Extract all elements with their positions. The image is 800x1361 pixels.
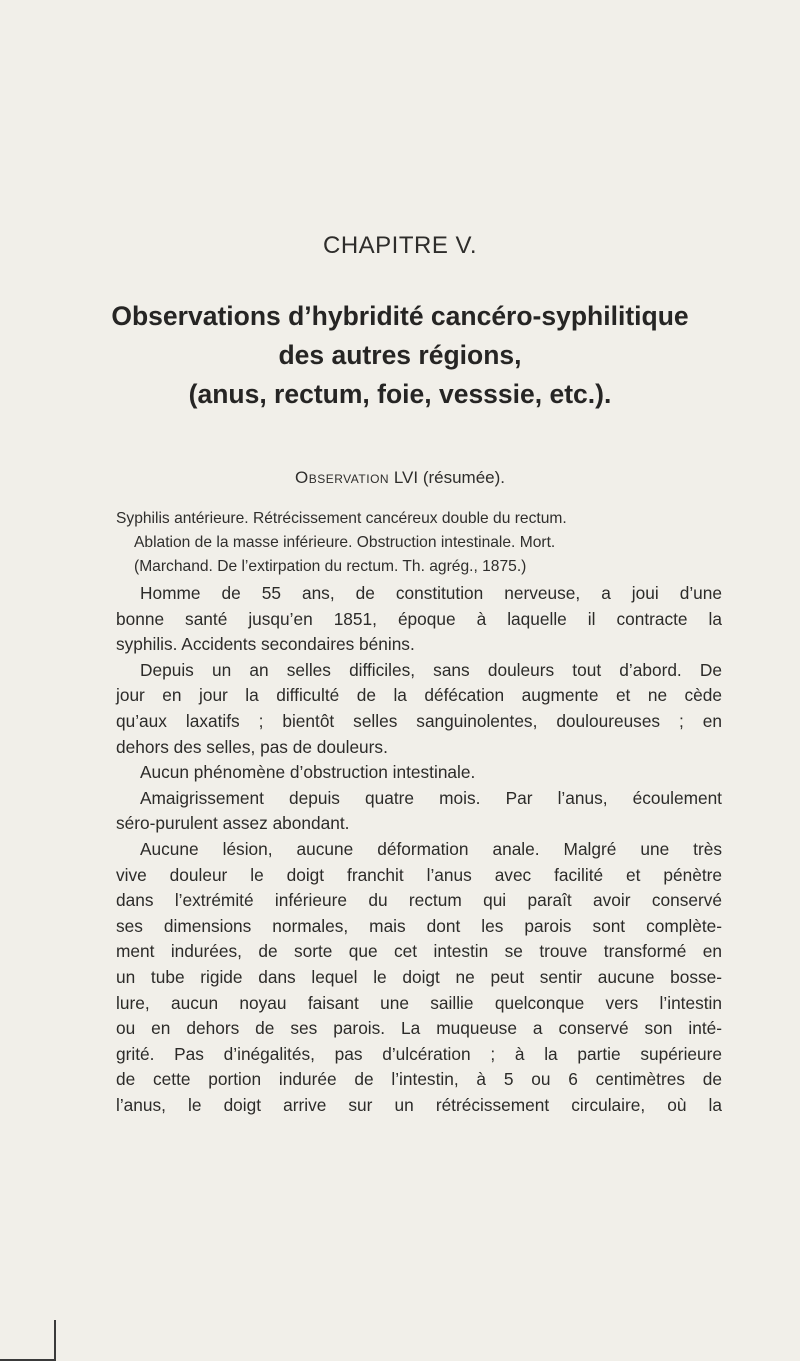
body-line: Amaigrissement depuis quatre mois. Par l’anus, écoulement — [140, 787, 722, 808]
body-line: syphilis. Accidents secondaires bénins. — [116, 634, 415, 655]
summary-line: Syphilis antérieure. Rétrécissement cancéreux double du rectum. — [116, 510, 567, 527]
body-line: ses dimensions normales, mais dont les parois sont complète- — [116, 915, 722, 936]
chapter-heading: CHAPITRE V. — [323, 232, 477, 259]
body-line: dehors des selles, pas de douleurs. — [116, 736, 388, 757]
title-line: (anus, rectum, foie, vesssie, etc.). — [188, 379, 612, 409]
body-line: de cette portion indurée de l’intestin, à 5 ou 6 centimètres de — [116, 1069, 722, 1090]
body-line: dans l’extrémité inférieure du rectum qui paraît avoir conservé — [116, 890, 722, 911]
observation-number: LVI — [393, 468, 419, 487]
title-line: des autres régions, — [278, 340, 522, 370]
observation-note: (résumée). — [422, 468, 505, 487]
body-line: vive douleur le doigt franchit l’anus avec facilité et pénètre — [116, 864, 722, 885]
body-line: ou en dehors de ses parois. La muqueuse a conservé son inté- — [116, 1018, 722, 1039]
body-line: qu’aux laxatifs ; bientôt selles sanguinolentes, douloureuses ; en — [116, 710, 722, 731]
body-line: l’anus, le doigt arrive sur un rétrécissement circulaire, où la — [116, 1094, 722, 1115]
body-line: Aucune lésion, aucune déformation anale. Malgré une très — [140, 838, 722, 859]
body-line: ment indurées, de sorte que cet intestin se trouve transformé en — [116, 941, 722, 962]
body-line: lure, aucun noyau faisant une saillie quelconque vers l’intestin — [116, 992, 722, 1013]
observation-body — [116, 581, 722, 1118]
chapter-title — [40, 297, 760, 414]
page-corner-mark — [0, 1320, 56, 1361]
body-line: grité. Pas d’inégalités, pas d’ulcération ; à la partie supérieure — [116, 1043, 722, 1064]
summary-line: (Marchand. De l’extirpation du rectum. Th. agrég., 1875.) — [134, 558, 527, 575]
body-line: Aucun phénomène d’obstruction intestinale. — [140, 762, 476, 783]
body-line: Depuis un an selles difficiles, sans douleurs tout d’abord. De — [140, 659, 722, 680]
title-line: Observations d’hybridité cancéro-syphilitique — [111, 301, 689, 331]
observation-label: Observation — [295, 468, 390, 487]
summary-line: Ablation de la masse inférieure. Obstruction intestinale. Mort. — [134, 534, 556, 551]
body-line: Homme de 55 ans, de constitution nerveuse, a joui d’une — [140, 583, 722, 603]
observation-summary — [116, 507, 726, 579]
body-line: un tube rigide dans lequel le doigt ne peut sentir aucune bosse- — [116, 966, 722, 987]
body-line: séro-purulent assez abondant. — [116, 813, 350, 834]
observation-heading — [0, 468, 800, 488]
body-line: jour en jour la difficulté de la défécation augmente et ne cède — [116, 685, 722, 706]
body-line: bonne santé jusqu’en 1851, époque à laquelle il contracte la — [116, 608, 722, 629]
